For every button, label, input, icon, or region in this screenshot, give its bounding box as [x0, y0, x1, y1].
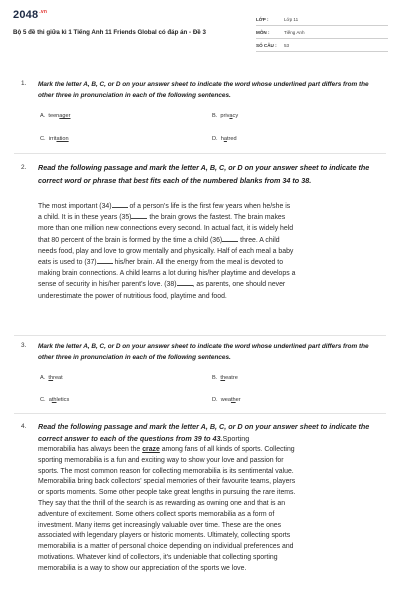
option-b[interactable] [212, 375, 238, 381]
option-text: wea [220, 397, 231, 403]
question-number: 3. [21, 342, 27, 349]
underlined-part: th [220, 375, 226, 381]
passage-text: his/her brain. All the energy from the meal is devoted to [112, 259, 284, 267]
passage-text: of a person’s life is the first few years when he/she is [127, 203, 291, 210]
underlined-part: a [229, 113, 233, 119]
option-letter: B. [212, 375, 218, 381]
meta-count-value: 53 [284, 43, 290, 48]
divider [14, 153, 386, 154]
option-text: h [220, 136, 224, 142]
document-title: Bộ 5 đề thi giữa kì 1 Tiếng Anh 11 Friends Global có đáp án - Đề 3 [13, 29, 206, 36]
highlighted-word: craze [142, 446, 160, 453]
option-letter: C. [40, 136, 46, 142]
option-text: tred [226, 136, 237, 142]
meta-count-label: SỐ CÂU : [256, 43, 277, 48]
passage-text: memorabilia has always been the [38, 446, 143, 453]
passage-text: more than one million new connections every second. In actual fact, it is widely held [38, 225, 294, 233]
passage-line: adventure of excitement. Some others collect sports memorabilia as a form of [38, 510, 275, 518]
option-text: reat [53, 375, 63, 381]
page-header [0, 0, 400, 62]
question-prompt: Mark the letter A, B, C, or D on your answer sheet to indicate the word whose underlined part differs from the other three in pronunciation in each of the following sentences. [38, 343, 369, 361]
passage-line [38, 246, 386, 257]
brand-suffix: .vn [39, 9, 48, 16]
underlined-part: th [230, 397, 236, 403]
passage-text: needs food, play and love to grow mentally and physically. Half of each meal a baby [38, 247, 294, 255]
option-text: a [48, 397, 52, 403]
passage-line: sports. The most common reason for collecting memorabilia is its sentimental value. [38, 467, 294, 475]
answer-blank[interactable] [222, 236, 238, 242]
option-c[interactable] [40, 397, 69, 403]
option-d[interactable] [212, 397, 241, 403]
meta-subject-label: MÔN : [256, 30, 270, 35]
option-text: letics [56, 397, 70, 403]
option-letter: C. [40, 397, 46, 403]
underlined-part: a [223, 136, 227, 142]
option-letter: A. [40, 375, 46, 381]
passage-line [38, 291, 386, 302]
option-text: cy [232, 113, 239, 119]
option-a[interactable] [40, 113, 71, 119]
divider [256, 51, 388, 52]
divider [14, 335, 386, 336]
answer-blank[interactable] [112, 202, 128, 208]
option-text: er [235, 397, 241, 403]
option-c[interactable] [40, 136, 69, 142]
meta-subject-row [256, 29, 388, 39]
option-text: eatre [225, 375, 238, 381]
option-letter: D. [212, 136, 218, 142]
meta-class-row [256, 16, 388, 26]
passage-text: , as parents, one should never [192, 281, 286, 289]
option-letter: B. [212, 113, 218, 119]
passage-text: a child. It is in these years (35) [38, 214, 132, 222]
reading-passage [38, 201, 386, 302]
option-letter: D. [212, 397, 218, 403]
meta-class-value: Lớp 11 [284, 17, 299, 22]
passage-line: memorabilia is a way to show our appreciation of the sports we love. [38, 564, 247, 572]
question-prompt-and-passage [38, 421, 386, 575]
meta-count-row [256, 42, 388, 52]
answer-blank[interactable] [177, 280, 193, 286]
answer-blank[interactable] [131, 213, 147, 219]
passage-text: that 80 percent of the brain is formed by the time a child (36) [38, 236, 223, 244]
passage-line [38, 268, 386, 279]
passage-line: investment. Many items get increasingly valuable over time. These are the ones [38, 521, 282, 529]
answer-blank[interactable] [97, 258, 113, 264]
underlined-part: ation [56, 136, 69, 142]
divider [256, 25, 388, 26]
passage-line [38, 279, 386, 290]
underlined-part: th [51, 397, 57, 403]
underlined-part: ager [59, 113, 71, 119]
passage-text: making brain connections. A child learns a lot during his/her playtime and develops a [38, 270, 296, 278]
option-text: irrit [48, 136, 57, 142]
passage-line: memorabilia is a matter of personal choice depending on individual preferences and [38, 543, 294, 551]
option-text: teen [48, 113, 60, 119]
passage-line [38, 445, 386, 456]
site-logo[interactable] [13, 9, 47, 21]
passage-line: associated with legendary players or historic moments. Ultimately, collecting sports [38, 532, 291, 540]
question-prompt [38, 421, 386, 445]
passage-text: The most important (34) [38, 203, 112, 210]
option-letter: A. [40, 113, 46, 119]
passage-line: motivations. Whatever kind of collectors, it's undeniable that collecting sporting [38, 553, 278, 561]
passage-text: the brain grows the fastest. The brain makes [147, 214, 286, 222]
passage-text: Sporting [222, 434, 250, 443]
option-a[interactable] [40, 375, 63, 381]
meta-class-label: LỚP : [256, 17, 269, 22]
brand-text: 2048 [13, 9, 39, 21]
passage-text: sense of security in his/her parent’s love. (38) [38, 281, 177, 289]
passage-line: Memorabilia bring back collectors' special memories of their favourite teams, players [38, 478, 296, 486]
divider [14, 413, 386, 414]
passage-line: sporting memorabilia is a fun and exciting way to show your love and passion for [38, 456, 284, 464]
meta-subject-value: Tiếng Anh [284, 30, 305, 35]
question-number: 2. [21, 164, 27, 171]
passage-line [38, 257, 386, 268]
passage-text: three. A child [238, 236, 280, 244]
passage-line [38, 212, 386, 223]
passage-line [38, 201, 386, 212]
question-number: 1. [21, 80, 27, 87]
underlined-part: th [48, 375, 54, 381]
question-prompt: Read the following passage and mark the letter A, B, C, or D on your answer sheet to indicate the correct word or phrase that best fits each of the numbered blanks from 34 to 38. [38, 163, 370, 185]
passage-line [38, 223, 386, 234]
passage-line [38, 235, 386, 246]
question-prompt: Mark the letter A, B, C, or D on your answer sheet to indicate the word whose underlined part differs from the other three in pronunciation in each of the following sentences. [38, 81, 369, 99]
question-number: 4. [21, 423, 27, 430]
passage-text: among fans of all kinds of sports. Collecting [159, 446, 295, 453]
divider [256, 38, 388, 39]
passage-line: They say that the thrill of the search is as rewarding as owning one and that is an [38, 499, 286, 507]
option-d[interactable] [212, 136, 237, 142]
option-text: priv [220, 113, 230, 119]
passage-line: or sports moments. Some other people take great lengths in pursuing the rare items. [38, 489, 296, 497]
passage-text: eats is used to (37) [38, 259, 97, 267]
passage-text: underestimate the power of nutritious food, playtime and food. [38, 292, 227, 300]
option-b[interactable] [212, 113, 238, 119]
question-prompt-text: Read the following passage and mark the letter A, B, C, or D on your answer sheet to indicate the correct answer to each of the questions from 39 to 43. [38, 422, 370, 443]
